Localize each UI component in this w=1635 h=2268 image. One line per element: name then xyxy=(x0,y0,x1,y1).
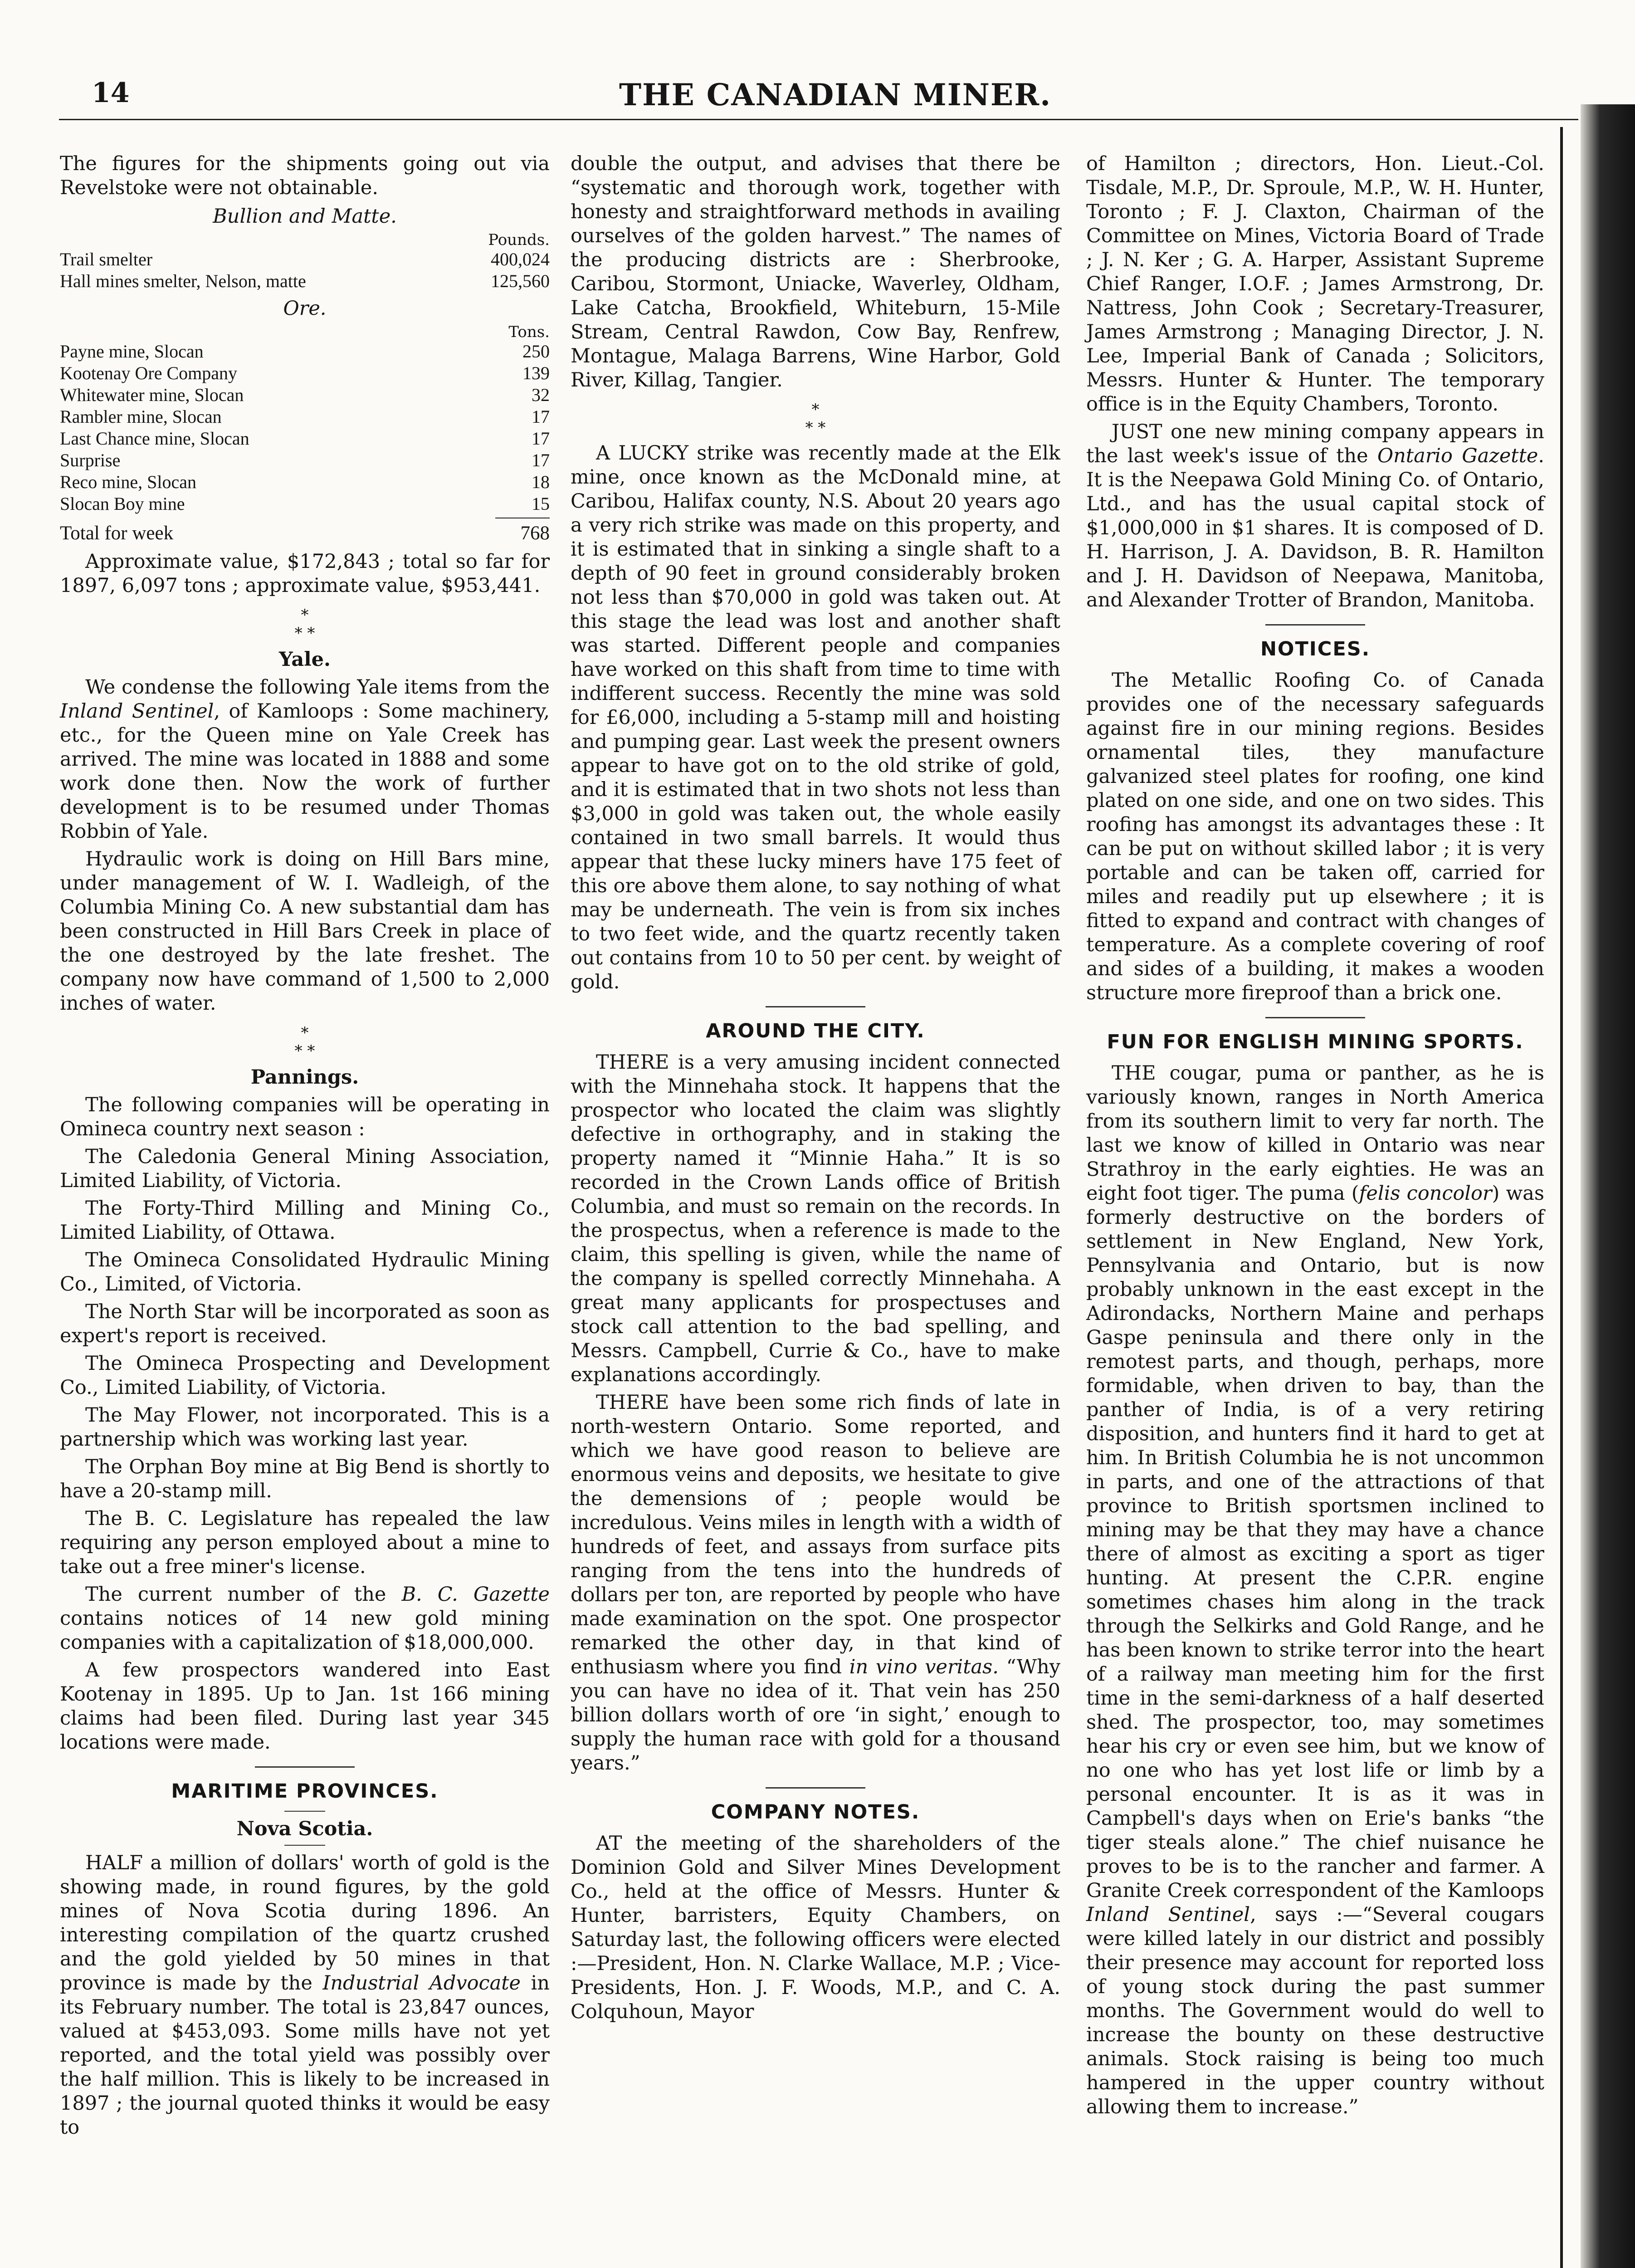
elk-mine-paragraph: A LUCKY strike was recently made at the Elk mine, once known as the McDonald mine, at Caribou, Halifax county, N.S. About 20 years ago a very rich strike was made on this property, and it is estimated that in sinking a single shaft to a depth of 90 feet in ground considerably broken not less than $70,000 in gold was taken out. At this stage the lead was lost and another shaft was started. Different people and companies have worked on this shaft from time to time with indifferent success. Recently the mine was sold for £6,000, including a 5-stamp mill and hoisting and pumping gear. Last week the present owners appear to have got on to the old strike of gold, and it is estimated that in two shots not less than $3,000 in gold was taken out, the whole easily contained in two small barrels. It would thus appear that these lucky miners have 175 feet of this ore above them alone, to say nothing of what may be underneath. The vein is from six inches to two feet wide, and the quartz recently taken out contains from 10 to 50 per cent. by weight of gold. xyxy=(571,442,1060,993)
row-value: 15 xyxy=(532,494,550,514)
table-row xyxy=(60,341,550,362)
page-edge-line xyxy=(1560,127,1563,2268)
ore-unit: Tons. xyxy=(508,323,550,341)
page-edge-shadow xyxy=(1581,104,1635,2268)
row-name: Hall mines smelter, Nelson, matte xyxy=(60,271,306,291)
row-name: Payne mine, Slocan xyxy=(60,341,204,362)
table-row xyxy=(60,384,550,406)
section-rule xyxy=(1265,1017,1365,1018)
header-rule xyxy=(59,119,1578,120)
pannings-heading: Pannings. xyxy=(250,1066,359,1089)
bullion-unit: Pounds. xyxy=(488,231,550,249)
shipments-intro: The figures for the shipments going out via Revelstoke were not obtainable. xyxy=(60,152,550,199)
pannings-paragraph: The Forty-Third Milling and Mining Co., Limited Liability, of Ottawa. xyxy=(60,1197,550,1244)
section-rule xyxy=(284,1845,325,1846)
cougar-paragraph: THE cougar, puma or panther, as he is variously known, ranges in North America from its southern limit to very far north. The last we know of killed in Ontario was near Strathroy in the early eighties. He was an eight foot tiger. The puma (felis concolor) was formerly destructive on the borders of settlement in New England, New York, Pennsylvania and Ontario, but is now probably unknown in the east except in the Adirondacks, Northern Maine and perhaps Gaspe peninsula and there only in the remotest parts, and though, perhaps, more formidable, when driven to bay, than the panther of India, is of a very retiring disposition, and hunters find it hard to get at him. In British Columbia he is not uncommon in parts, and one of the attractions of that province to British sportsmen inclined to mining may be that they may have a chance there of almost as exciting a sport as tiger hunting. At present the C.P.R. engine sometimes chases him along in the track through the Selkirks and Gold Range, and he has been known to strike terror into the heart of a railway man meeting him for the first time in the semi-darkness of a half deserted shed. The prospector, too, may sometimes hear his cry or even see him, but we know of no one who has yet lost life or limb by a personal encounter. It is as it was in Campbell's days when on Erie's banks “the tiger steals alone.” The chief nuisance he proves to be is to the rancher and farmer. A Granite Creek correspondent of the Kamloops Inland Sentinel, says :—“Several cougars were killed lately in our district and possibly their presence may account for reported loss of young stock during the past summer months. The Government would do well to increase the bounty on these destructive animals. Stock raising is being too much hampered in the upper country without allowing them to increase.” xyxy=(1086,1062,1545,2118)
yale-paragraph-1: We condense the following Yale items from the Inland Sentinel, of Kamloops : Some machinery, etc., for the Queen mine on Yale Creek has arrived. The mine was located in 1888 and some work done then. Now the work of further development is to be resumed under Thomas Robbin of Yale. xyxy=(60,676,550,843)
nova-scotia-heading: Nova Scotia. xyxy=(236,1818,373,1840)
row-name: Whitewater mine, Slocan xyxy=(60,385,244,405)
section-rule xyxy=(766,1006,865,1007)
row-value: 17 xyxy=(532,428,550,449)
approx-value-paragraph: Approximate value, $172,843 ; total so far for 1897, 6,097 tons ; approximate value, $953,441. xyxy=(60,550,550,597)
asterism-divider: * * * xyxy=(805,401,826,437)
ontario-finds-paragraph: THERE have been some rich finds of late in north-western Ontario. Some reported, and which we have good reason to believe are enormous veins and deposits, we hesitate to give the demensions of ; people would be incredulous. Veins miles in length with a width of hundreds of feet, and assays from surface pits ranging from the tens into the hundreds of dollars per ton, are reported by people who have made examination on the spot. One prospector remarked the other day, in that kind of enthusiasm where you find in vino veritas. “Why you can have no idea of it. That vein has 250 billion dollars worth of ore ‘in sight,’ enough to supply the human race with gold for a thousand years.” xyxy=(571,1391,1061,1774)
yale-heading: Yale. xyxy=(279,648,331,671)
row-name: Trail smelter xyxy=(60,249,153,269)
bullion-table xyxy=(60,249,550,292)
neepawa-paragraph: JUST one new mining company appears in the last week's issue of the Ontario Gazette. It is the Neepawa Gold Mining Co. of Ontario, Ltd., and has the usual capital stock of $1,000,000 in $1 shares. It is composed of D. H. Harrison, J. A. Davidson, B. R. Hamilton and J. H. Davidson of Neepawa, Manitoba, and Alexander Trotter of Brandon, Manitoba. xyxy=(1086,420,1544,611)
row-value: 400,024 xyxy=(491,249,550,269)
pannings-paragraph: The current number of the B. C. Gazette contains notices of 14 new gold mining companies with a capitalization of $18,000,000. xyxy=(60,1583,550,1654)
yale-paragraph-2: Hydraulic work is doing on Hill Bars mine, under management of W. I. Wadleigh, of the Columbia Mining Co. A new substantial dam has been constructed in Hill Bars Creek in place of the one destroyed by the late freshet. The company now have command of 1,500 to 2,000 inches of water. xyxy=(60,848,550,1015)
section-rule xyxy=(766,1787,865,1789)
pannings-paragraph: A few prospectors wandered into East Kootenay in 1895. Up to Jan. 1st 166 mining claims had been filed. During last year 345 locations were made. xyxy=(60,1659,550,1754)
section-rule xyxy=(1265,624,1365,626)
column-2 xyxy=(571,152,1060,2028)
row-value: 250 xyxy=(522,341,550,362)
pannings-paragraph: The following companies will be operating in Omineca country next season : xyxy=(60,1094,550,1140)
row-name: Reco mine, Slocan xyxy=(60,472,197,492)
pannings-paragraph: The Orphan Boy mine at Big Bend is shortly to have a 20-stamp mill. xyxy=(60,1456,550,1502)
total-row xyxy=(60,521,550,545)
pannings-paragraph: The Omineca Consolidated Hydraulic Mining Co., Limited, of Victoria. xyxy=(60,1249,550,1295)
row-name: Last Chance mine, Slocan xyxy=(60,428,249,449)
table-row xyxy=(60,428,550,450)
pannings-paragraph: The May Flower, not incorporated. This is a partnership which was working last year. xyxy=(60,1404,550,1451)
bullion-heading: Bullion and Matte. xyxy=(213,205,397,228)
table-row xyxy=(60,493,550,515)
row-name: Slocan Boy mine xyxy=(60,494,185,514)
table-row xyxy=(60,362,550,384)
asterism-divider: * * * xyxy=(294,1024,315,1060)
officers-paragraph: of Hamilton ; directors, Hon. Lieut.-Col. Tisdale, M.P., Dr. Sproule, M.P., W. H. Hunter, Toronto ; F. J. Claxton, Chairman of the Committee on Mines, Victoria Board of Trade ; J. N. Ker ; G. A. Harper, Assistant Supreme Chief Ranger, I.O.F. ; James Armstrong, Dr. Nattress, John Cook ; Secretary-Treasurer, James Armstrong ; Managing Director, J. N. Lee, Imperial Bank of Canada ; Solicitors, Messrs. Hunter & Hunter. The temporary office is in the Equity Chambers, Toronto. xyxy=(1086,152,1544,415)
around-city-heading: AROUND THE CITY. xyxy=(706,1020,925,1042)
row-name: Rambler mine, Slocan xyxy=(60,406,222,427)
page-number: 14 xyxy=(92,77,130,109)
asterism-divider: * * * xyxy=(294,606,315,642)
column-3 xyxy=(1086,152,1544,2123)
row-value: 18 xyxy=(532,472,550,492)
table-row xyxy=(60,406,550,428)
masthead-title: THE CANADIAN MINER. xyxy=(619,77,1052,112)
section-rule xyxy=(284,1811,325,1812)
minnehaha-paragraph: THERE is a very amusing incident connected with the Minnehaha stock. It happens that the prospector who located the claim was slightly defective in orthography, and in staking the property named it “Minnie Haha.” It is so recorded in the Crown Lands office of British Columbia, and must so remain on the records. In the prospectus, when a reference is made to the claim, this spelling is given, while the name of the company is spelled correctly Minnehaha. A great many applicants for prospectuses and stock call attention to the bad spelling, and Messrs. Campbell, Currie & Co., have to make explanations accordingly. xyxy=(571,1051,1060,1386)
table-row xyxy=(60,471,550,493)
roofing-paragraph: The Metallic Roofing Co. of Canada provides one of the necessary safeguards against fire in our mining regions. Besides ornamental tiles, they manufacture galvanized steel plates for roofing, one kind plated on one side, and one on two sides. This roofing has amongst its advantages these : It can be put on without skilled labor ; it is very portable and can be taken off, carried for miles and readily put up elsewhere ; it is fitted to expand and contract with changes of temperature. As a complete covering of roof and sides of a building, it makes a wooden structure more fireproof than a brick one. xyxy=(1086,669,1544,1004)
nova-scotia-paragraph: HALF a million of dollars' worth of gold is the showing made, in round figures, by the gold mines of Nova Scotia during 1896. An interesting compilation of the quartz crushed and the gold yielded by 50 mines in that province is made by the Industrial Advocate in its February number. The total is 23,847 ounces, valued at $453,093. Some mills have not yet reported, and the total yield was possibly over the half million. This is likely to be increased in 1897 ; the journal quoted thinks it would be easy to xyxy=(60,1852,550,2139)
pannings-paragraph: The Omineca Prospecting and Development Co., Limited Liability, of Victoria. xyxy=(60,1352,550,1399)
company-notes-paragraph: AT the meeting of the shareholders of the Dominion Gold and Silver Mines Development Co., held at the office of Messrs. Hunter & Hunter, barristers, Equity Chambers, on Saturday last, the following officers were elected :—President, Hon. N. Clarke Wallace, M.P. ; Vice-Presidents, Hon. J. F. Woods, M.P., and C. A. Colquhoun, Mayor xyxy=(571,1832,1060,2023)
fun-sports-heading: FUN FOR ENGLISH MINING SPORTS. xyxy=(1107,1031,1524,1053)
column-1 xyxy=(60,152,550,2143)
row-value: 139 xyxy=(522,363,550,383)
pannings-paragraph: The North Star will be incorporated as soon as expert's report is received. xyxy=(60,1300,550,1347)
row-name: Surprise xyxy=(60,450,121,470)
districts-paragraph: double the output, and advises that there be “systematic and thorough work, together with honesty and straightforward methods in availing ourselves of the golden harvest.” The names of the producing districts are : Sherbrooke, Caribou, Stormont, Uniacke, Waverley, Oldham, Lake Catcha, Brookfield, Whiteburn, 15-Mile Stream, Central Rawdon, Cow Bay, Renfrew, Montague, Malaga Barrens, Wine Harbor, Gold River, Killag, Tangier. xyxy=(571,152,1060,391)
row-value: 17 xyxy=(532,406,550,427)
pannings-paragraph: The B. C. Legislature has repealed the law requiring any person employed about a mine to take out a free miner's license. xyxy=(60,1507,550,1578)
table-row xyxy=(60,270,550,292)
ore-heading: Ore. xyxy=(283,297,327,320)
notices-heading: NOTICES. xyxy=(1260,638,1371,660)
row-value: 17 xyxy=(532,450,550,470)
total-label: Total for week xyxy=(60,523,174,544)
company-notes-heading: COMPANY NOTES. xyxy=(711,1801,920,1823)
pannings-paragraph: The Caledonia General Mining Association, Limited Liability, of Victoria. xyxy=(60,1145,550,1192)
table-row xyxy=(60,450,550,471)
maritime-heading: MARITIME PROVINCES. xyxy=(171,1780,439,1803)
row-value: 32 xyxy=(532,385,550,405)
ore-table xyxy=(60,341,550,515)
section-rule xyxy=(255,1766,355,1768)
total-value: 768 xyxy=(520,523,550,544)
row-value: 125,560 xyxy=(491,271,550,291)
row-name: Kootenay Ore Company xyxy=(60,363,238,383)
table-row xyxy=(60,249,550,270)
